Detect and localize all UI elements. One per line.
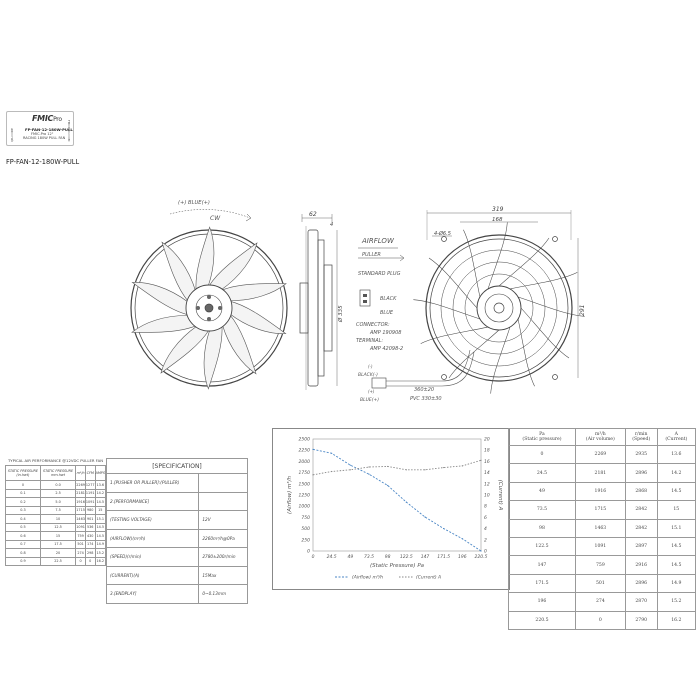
table-cell: 3.[ENDPLAY] bbox=[107, 585, 199, 604]
table-cell: 22.5 bbox=[40, 557, 75, 566]
connector-value: AMP 190908 bbox=[370, 330, 402, 336]
data-point bbox=[387, 466, 388, 467]
data-point bbox=[480, 550, 481, 551]
table-cell: 2.[PERFORMANCE] bbox=[107, 492, 199, 511]
table-cell: 0.9 bbox=[6, 557, 41, 566]
data-point bbox=[350, 465, 351, 466]
y-left-tick-label: 500 bbox=[301, 527, 310, 533]
y-left-tick-label: 1750 bbox=[298, 471, 310, 477]
table-cell: 1916 bbox=[76, 498, 86, 507]
data-point bbox=[368, 474, 369, 475]
table-cell: 14.9 bbox=[95, 540, 105, 549]
black-minus-label: BLACK(-) bbox=[358, 373, 378, 378]
table-row bbox=[107, 492, 248, 511]
table-cell: 147 bbox=[509, 556, 576, 574]
y-left-tick-label: 1250 bbox=[298, 493, 310, 499]
holes-label: 4-Ø6.5 bbox=[434, 231, 451, 237]
table-row bbox=[6, 481, 106, 490]
table-cell: 14.9 bbox=[657, 574, 695, 592]
data-header: Pa (Static pressure) bbox=[509, 429, 576, 446]
table-row bbox=[6, 532, 106, 541]
table-row bbox=[6, 489, 106, 498]
table-cell: 0.4 bbox=[6, 515, 41, 524]
table-cell: 274 bbox=[575, 593, 625, 611]
table-row bbox=[107, 529, 248, 548]
table-row bbox=[107, 511, 248, 530]
specification-table bbox=[106, 458, 248, 604]
y-right-tick-label: 6 bbox=[484, 515, 487, 521]
table-cell: 14.5 bbox=[657, 556, 695, 574]
data-header: m³/h (Air volume) bbox=[575, 429, 625, 446]
table-cell: 0.0 bbox=[40, 481, 75, 490]
table-cell: 0.5 bbox=[6, 523, 41, 532]
data-point bbox=[443, 528, 444, 529]
perf-header: AMPS bbox=[95, 466, 105, 481]
table-cell: 2870 bbox=[625, 593, 657, 611]
table-cell: 7.5 bbox=[40, 506, 75, 515]
dim-168-label: 168 bbox=[492, 217, 503, 223]
table-cell: 14.5 bbox=[95, 523, 105, 532]
table-row bbox=[107, 548, 248, 567]
data-point bbox=[331, 453, 332, 454]
table-cell: 14.2 bbox=[657, 464, 695, 482]
hub-center bbox=[205, 304, 213, 312]
fan-technical-drawing bbox=[0, 190, 700, 420]
table-row bbox=[6, 540, 106, 549]
y-right-tick-label: 0 bbox=[484, 549, 487, 555]
rotation-arrow-icon bbox=[246, 214, 251, 221]
x-tick-label: 49 bbox=[347, 555, 354, 560]
data-point bbox=[331, 471, 332, 472]
fan-rear-view bbox=[413, 210, 584, 394]
table-row bbox=[107, 566, 248, 585]
x-tick-label: 122.5 bbox=[399, 555, 413, 560]
data-point bbox=[387, 485, 388, 486]
table-cell: 1091 bbox=[85, 498, 95, 507]
connector-housing-icon bbox=[372, 378, 386, 388]
x-tick-label: 147 bbox=[420, 555, 430, 560]
table-cell: 2269 bbox=[575, 446, 625, 464]
table-row bbox=[6, 557, 106, 566]
table-cell: 12.5 bbox=[40, 523, 75, 532]
performance-chart bbox=[272, 428, 510, 590]
table-cell: 15Max bbox=[199, 566, 248, 585]
table-cell: 0 bbox=[76, 557, 86, 566]
table-row bbox=[107, 474, 248, 493]
perf-header: STATIC PRESSURE mm.hwt bbox=[40, 466, 75, 481]
table-cell: 12V bbox=[199, 511, 248, 530]
table-cell: 174 bbox=[85, 540, 95, 549]
table-cell: 17.5 bbox=[40, 540, 75, 549]
legend-entry: (Current) A bbox=[416, 575, 442, 581]
table-row bbox=[6, 549, 106, 558]
table-cell: 1715 bbox=[575, 501, 625, 519]
table-cell: 16.2 bbox=[657, 611, 695, 629]
table-cell: 501 bbox=[76, 540, 86, 549]
table-cell: 14.5 bbox=[657, 537, 695, 555]
data-point bbox=[424, 516, 425, 517]
dim-319-label: 319 bbox=[492, 206, 504, 213]
table-cell: 2181 bbox=[76, 489, 86, 498]
mount-hole-icon bbox=[442, 237, 447, 242]
cw-label: CW bbox=[210, 215, 221, 222]
specification-grid bbox=[106, 458, 248, 604]
motor-housing bbox=[477, 286, 521, 330]
y-right-tick-label: 16 bbox=[484, 459, 490, 465]
performance-table bbox=[5, 458, 106, 566]
table-cell: 0.2 bbox=[6, 498, 41, 507]
data-point bbox=[462, 465, 463, 466]
table-cell: 1463 bbox=[575, 519, 625, 537]
performance-table-title: TYPICAL AIR PERFORMANCE @12VDC PULLER FAN bbox=[7, 458, 104, 463]
table-cell: (CURRENT)(A) bbox=[107, 566, 199, 585]
data-header: A (Current) bbox=[657, 429, 695, 446]
data-point bbox=[350, 469, 351, 470]
table-cell: 5.0 bbox=[40, 498, 75, 507]
data-point bbox=[424, 469, 425, 470]
table-cell: 2842 bbox=[625, 501, 657, 519]
table-cell: 1091 bbox=[76, 523, 86, 532]
y-right-tick-label: 10 bbox=[484, 493, 490, 499]
data-point bbox=[462, 538, 463, 539]
table-cell: 901 bbox=[85, 515, 95, 524]
plug-icon bbox=[360, 290, 370, 306]
minus-label: (-) bbox=[368, 364, 373, 369]
table-cell: 759 bbox=[575, 556, 625, 574]
plot-area bbox=[313, 439, 481, 551]
table-cell: 2790 bbox=[625, 611, 657, 629]
y-right-tick-label: 14 bbox=[484, 471, 490, 477]
table-cell: 16.2 bbox=[95, 557, 105, 566]
data-table bbox=[508, 428, 696, 630]
perf-header: m³/h bbox=[76, 466, 86, 481]
table-row bbox=[6, 523, 106, 532]
fan-side-view bbox=[300, 214, 337, 390]
x-tick-label: 24.5 bbox=[326, 555, 337, 560]
series-line-airflow bbox=[313, 449, 481, 551]
table-cell: 2842 bbox=[625, 519, 657, 537]
x-tick-label: 98 bbox=[384, 555, 391, 560]
table-row bbox=[509, 446, 696, 464]
perf-header: CFM bbox=[85, 466, 95, 481]
table-row bbox=[509, 574, 696, 592]
mount-hole-icon bbox=[442, 375, 447, 380]
pvc-length-label: PVC 330±30 bbox=[410, 396, 442, 402]
table-cell: 536 bbox=[85, 523, 95, 532]
table-cell: 15 bbox=[40, 532, 75, 541]
data-header: r/min (Speed) bbox=[625, 429, 657, 446]
table-cell: 0 bbox=[575, 611, 625, 629]
legend-entry: (Airflow) m³/h bbox=[352, 575, 384, 581]
table-cell: 980 bbox=[85, 506, 95, 515]
blue-plus-label: BLUE(+) bbox=[360, 398, 380, 403]
blue-wire-label: BLUE bbox=[380, 310, 394, 316]
data-point bbox=[406, 469, 407, 470]
table-cell: 0.6 bbox=[6, 532, 41, 541]
data-point bbox=[312, 474, 313, 475]
series-line-current bbox=[313, 460, 481, 475]
table-row bbox=[509, 464, 696, 482]
black-wire-label: BLACK bbox=[380, 296, 397, 302]
table-cell: 24.5 bbox=[509, 464, 576, 482]
table-cell: (AIRFLOW)(m³/h) bbox=[107, 529, 199, 548]
table-cell: 0~0.13mm bbox=[199, 585, 248, 604]
dim-62-label: 62 bbox=[309, 211, 317, 218]
table-cell: 2935 bbox=[625, 446, 657, 464]
table-row bbox=[6, 498, 106, 507]
terminal-label: TERMINAL: bbox=[356, 338, 384, 344]
chart-svg bbox=[273, 429, 509, 589]
y-right-axis-label: (Current) A bbox=[497, 479, 503, 511]
x-tick-label: 171.5 bbox=[437, 555, 451, 560]
table-cell: 0.1 bbox=[6, 489, 41, 498]
data-grid bbox=[508, 428, 696, 630]
wire-length-label: 360±20 bbox=[414, 387, 435, 393]
y-left-tick-label: 0 bbox=[307, 549, 310, 555]
y-left-axis-label: (Airflow) m³/h bbox=[287, 476, 293, 514]
table-cell: 430 bbox=[85, 532, 95, 541]
table-cell: 14.5 bbox=[95, 532, 105, 541]
table-row bbox=[509, 611, 696, 629]
performance-header-row bbox=[6, 466, 106, 481]
table-cell: 13.6 bbox=[657, 446, 695, 464]
table-cell: 759 bbox=[76, 532, 86, 541]
y-left-tick-label: 2500 bbox=[298, 437, 310, 443]
table-cell: 2896 bbox=[625, 464, 657, 482]
table-row bbox=[107, 585, 248, 604]
x-tick-label: 73.5 bbox=[363, 555, 375, 560]
table-cell: 14.5 bbox=[657, 482, 695, 500]
x-tick-label: 220.5 bbox=[474, 555, 488, 560]
table-cell: 171.5 bbox=[509, 574, 576, 592]
table-cell bbox=[199, 474, 248, 493]
table-row bbox=[509, 482, 696, 500]
table-row bbox=[509, 593, 696, 611]
y-right-tick-label: 2 bbox=[484, 538, 487, 544]
x-tick-label: 0 bbox=[311, 555, 315, 560]
table-cell: 14.2 bbox=[95, 489, 105, 498]
product-label-card bbox=[6, 111, 74, 146]
table-cell: (TESTING VOLTAGE) bbox=[107, 511, 199, 530]
table-row bbox=[509, 501, 696, 519]
table-cell: 15.2 bbox=[657, 593, 695, 611]
table-cell: 2780±200r/min bbox=[199, 548, 248, 567]
y-right-tick-label: 18 bbox=[484, 448, 490, 454]
puller-label: PULLER bbox=[362, 252, 381, 258]
table-cell: 15.1 bbox=[657, 519, 695, 537]
fan-front-view bbox=[131, 209, 287, 388]
performance-grid bbox=[5, 465, 106, 566]
y-right-tick-label: 12 bbox=[484, 482, 490, 488]
data-point bbox=[480, 460, 481, 461]
table-cell: 2868 bbox=[625, 482, 657, 500]
table-cell: 2.5 bbox=[40, 489, 75, 498]
x-tick-label: 196 bbox=[458, 555, 467, 560]
table-cell: 49 bbox=[509, 482, 576, 500]
x-axis-label: (Static Pressure) Pa bbox=[369, 563, 425, 569]
table-cell: 0.3 bbox=[6, 506, 41, 515]
table-cell: 220.5 bbox=[509, 611, 576, 629]
table-cell: 13.6 bbox=[95, 481, 105, 490]
table-cell: 98 bbox=[509, 519, 576, 537]
dim-291-label: 291 bbox=[579, 304, 586, 316]
card-description-2: RACING 180W PULL FAN bbox=[23, 136, 66, 140]
y-left-tick-label: 750 bbox=[301, 515, 310, 521]
rotation-label: (+) BLUE(+) bbox=[178, 200, 210, 206]
y-left-tick-label: 1500 bbox=[298, 482, 310, 488]
y-right-tick-label: 8 bbox=[484, 504, 487, 510]
table-cell: 0 bbox=[6, 481, 41, 490]
table-cell: 274 bbox=[76, 549, 86, 558]
table-cell: 1091 bbox=[575, 537, 625, 555]
table-row bbox=[509, 556, 696, 574]
data-point bbox=[368, 466, 369, 467]
table-cell: 10 bbox=[40, 515, 75, 524]
table-cell: 501 bbox=[575, 574, 625, 592]
y-left-tick-label: 2000 bbox=[298, 459, 310, 465]
specification-title: [SPECIFICATION] bbox=[107, 459, 248, 474]
brand-logo bbox=[32, 114, 62, 123]
table-cell: 1916 bbox=[575, 482, 625, 500]
data-point bbox=[443, 467, 444, 468]
table-cell bbox=[199, 492, 248, 511]
perf-header: STATIC PRESSURE (in.hwt) bbox=[6, 466, 41, 481]
card-side-text: FMICPRO.COM bbox=[67, 120, 71, 142]
table-cell: 2916 bbox=[625, 556, 657, 574]
connector-label: CONNECTOR: bbox=[356, 322, 390, 328]
data-point bbox=[312, 449, 313, 450]
mount-hole-icon bbox=[553, 375, 558, 380]
table-cell: 15.1 bbox=[95, 515, 105, 524]
table-cell: 1191 bbox=[85, 489, 95, 498]
logo-main-text: FMIC bbox=[32, 114, 54, 123]
table-row bbox=[509, 537, 696, 555]
table-cell: 2896 bbox=[625, 574, 657, 592]
plus-label: (+) bbox=[368, 389, 375, 394]
y-right-tick-label: 20 bbox=[484, 437, 490, 443]
table-cell: 0 bbox=[509, 446, 576, 464]
dim-4-label: 4 bbox=[330, 222, 334, 228]
diameter-label: Ø 335 bbox=[338, 305, 344, 322]
table-cell: 2897 bbox=[625, 537, 657, 555]
terminal-value: AMP 42098-2 bbox=[370, 346, 404, 352]
table-row bbox=[6, 506, 106, 515]
standard-plug-label: STANDARD PLUG bbox=[358, 271, 401, 277]
y-left-tick-label: 1000 bbox=[298, 504, 310, 510]
table-cell: 0 bbox=[85, 557, 95, 566]
data-point bbox=[406, 502, 407, 503]
table-cell: 20 bbox=[40, 549, 75, 558]
data-header-row bbox=[509, 429, 696, 446]
logo-sub-text: Pro bbox=[53, 116, 62, 123]
table-cell: 122.5 bbox=[509, 537, 576, 555]
table-cell: 2269 bbox=[76, 481, 86, 490]
card-description-1: FMIC.Pro 12" bbox=[31, 132, 54, 136]
qr-code-text: QR-CODE bbox=[10, 127, 14, 142]
table-cell: (SPEED)(r/min) bbox=[107, 548, 199, 567]
table-cell: 0.8 bbox=[6, 549, 41, 558]
table-cell: 1.[PUSHER OR PULLER]:(PULLER) bbox=[107, 474, 199, 493]
table-cell: 2181 bbox=[575, 464, 625, 482]
y-left-tick-label: 250 bbox=[301, 538, 310, 544]
table-cell: 2260m³/h@0Pa bbox=[199, 529, 248, 548]
table-cell: 298 bbox=[85, 549, 95, 558]
table-cell: 1277 bbox=[85, 481, 95, 490]
table-cell: 1463 bbox=[76, 515, 86, 524]
card-part-number: FP-FAN-12-180W-PULL bbox=[25, 127, 73, 132]
table-cell: 15 bbox=[657, 501, 695, 519]
mount-hole-icon bbox=[553, 237, 558, 242]
table-cell: 196 bbox=[509, 593, 576, 611]
part-title: FP-FAN-12-180W-PULL bbox=[6, 158, 80, 166]
table-row bbox=[6, 515, 106, 524]
table-row bbox=[509, 519, 696, 537]
airflow-label: AIRFLOW bbox=[362, 237, 394, 245]
y-right-tick-label: 4 bbox=[484, 527, 487, 533]
table-cell: 15 bbox=[95, 506, 105, 515]
table-cell: 1715 bbox=[76, 506, 86, 515]
table-cell: 73.5 bbox=[509, 501, 576, 519]
table-cell: 0.7 bbox=[6, 540, 41, 549]
table-cell: 15.2 bbox=[95, 549, 105, 558]
y-left-tick-label: 2250 bbox=[298, 448, 310, 454]
table-cell: 14.5 bbox=[95, 498, 105, 507]
